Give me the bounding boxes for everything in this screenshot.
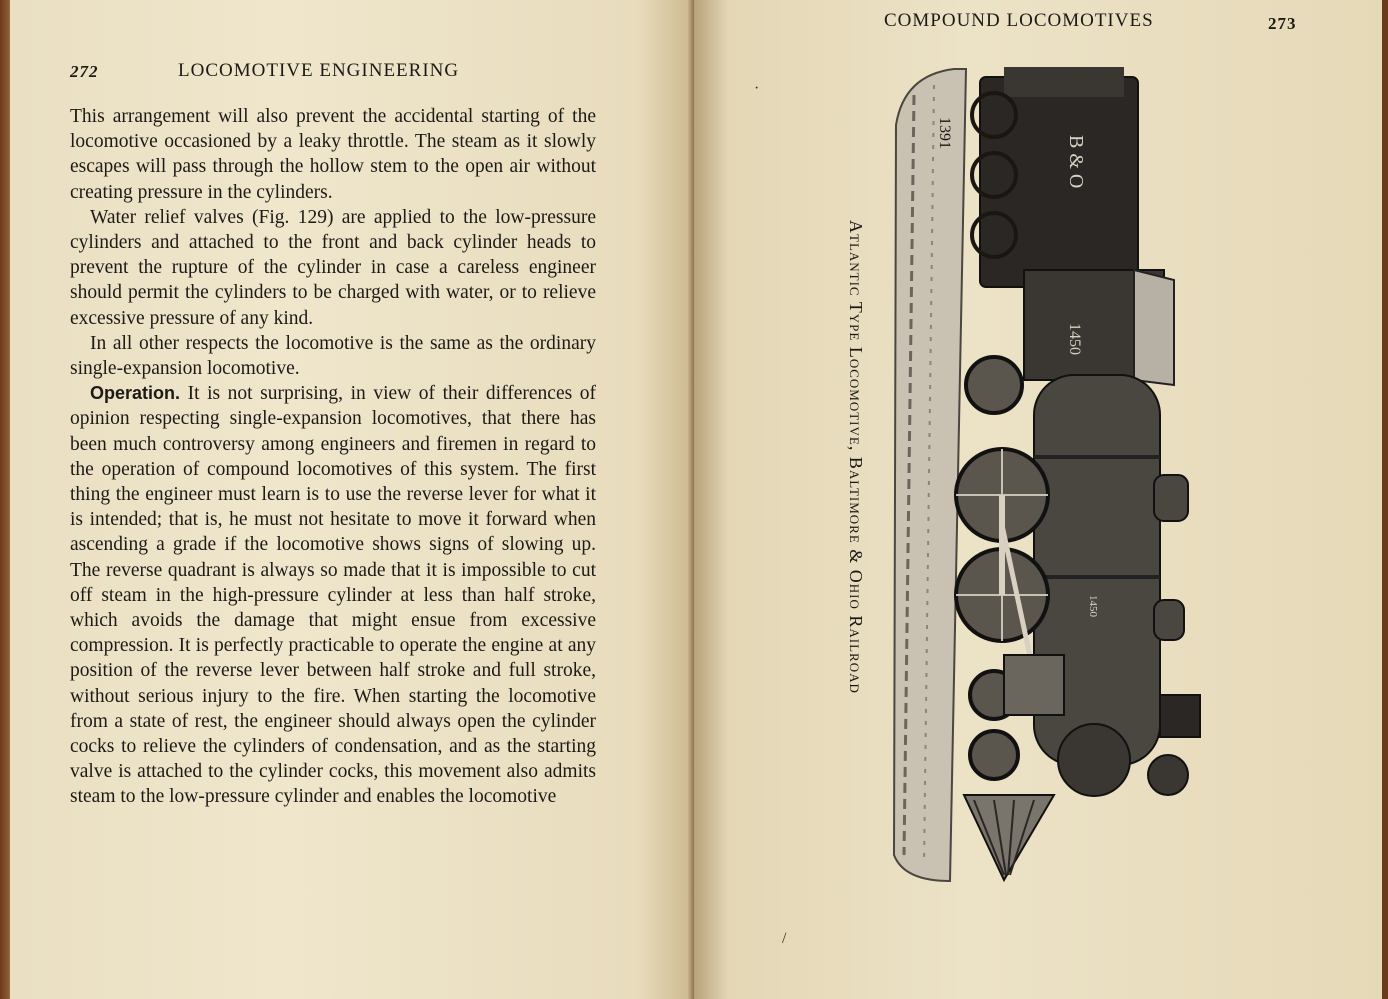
- right-page-number: 273: [1268, 14, 1297, 33]
- pilot-wheel-2: [970, 731, 1018, 779]
- smokebox-front: [1058, 724, 1130, 796]
- operation-heading: Operation.: [90, 383, 181, 404]
- paragraph-operation: [70, 381, 596, 809]
- paragraph-2: Water relief valves (Fig. 129) are applied to the low-pressure cylinders and attached to the front and back cylinder heads to prevent the rupture of the cylinder in case a careless engineer should permit the cylinders to be charged with water, or to relieve excessive pressure of any kind.: [70, 206, 596, 329]
- plate-caption: Atlantic Type Locomotive, Baltimore & Ohio Railroad: [846, 220, 866, 694]
- page-speck: /: [782, 930, 787, 947]
- cab-roof: [1134, 270, 1174, 385]
- paragraph-3: In all other respects the locomotive is the same as the ordinary single-expansion locomotive.: [70, 332, 596, 380]
- boiler-band-2: [1034, 575, 1160, 579]
- tender-lettering: B & O: [1065, 135, 1087, 189]
- headlight: [1148, 755, 1188, 795]
- boiler-band-1: [1034, 455, 1160, 459]
- cylinder: [1004, 655, 1064, 715]
- front-plate-number: 1450: [1087, 595, 1099, 617]
- left-page-number: 272: [70, 62, 99, 81]
- trailing-wheel: [966, 357, 1022, 413]
- left-body-text: [70, 104, 596, 810]
- left-page: [10, 0, 692, 999]
- locomotive-illustration: [884, 55, 1224, 895]
- page-speck: ·: [754, 80, 760, 97]
- right-running-head: COMPOUND LOCOMOTIVES: [884, 10, 1154, 31]
- tender-top: [1004, 67, 1124, 97]
- dome: [1154, 475, 1188, 521]
- sand-dome: [1154, 600, 1184, 640]
- smokestack: [1160, 695, 1200, 737]
- platform-number: 1391: [936, 117, 953, 149]
- cab-number: 1450: [1066, 323, 1083, 355]
- left-running-head: LOCOMOTIVE ENGINEERING: [178, 60, 460, 81]
- paragraph-1: This arrangement will also prevent the accidental starting of the locomotive occasioned by a leaky throttle. The steam as it slowly escapes will pass through the hollow stem to the open air without creating pressure in the cylinders.: [70, 106, 596, 203]
- cover-edge: [1382, 0, 1388, 999]
- right-page: [694, 0, 1384, 999]
- operation-text: It is not surprising, in view of their differences of opinion respecting single-expansion locomotives, that there has been much controversy among engineers and firemen in regard to the operation of compound locomotives of this system. The first thing the engineer must learn is to use the reverse lever for what it is intended; that is, he must not hesitate to move it forward when ascending a grade if the locomotive shows signs of slowing up. The reverse quadrant is always so made that it is impossible to cut off steam in the high-pressure cylinder at less than half stroke, which avoids the damage that might ensue from excessive compression. It is perfectly practicable to operate the engine at any position of the reverse lever between half stroke and full stroke, without serious injury to the fire. When starting the locomotive from a state of rest, the engineer should always open the cylinder cocks to relieve the cylinders of condensation, and as the starting valve is attached to the cylinder cocks, this movement also admits steam to the low-pressure cylinder and enables the locomotive: [70, 383, 597, 808]
